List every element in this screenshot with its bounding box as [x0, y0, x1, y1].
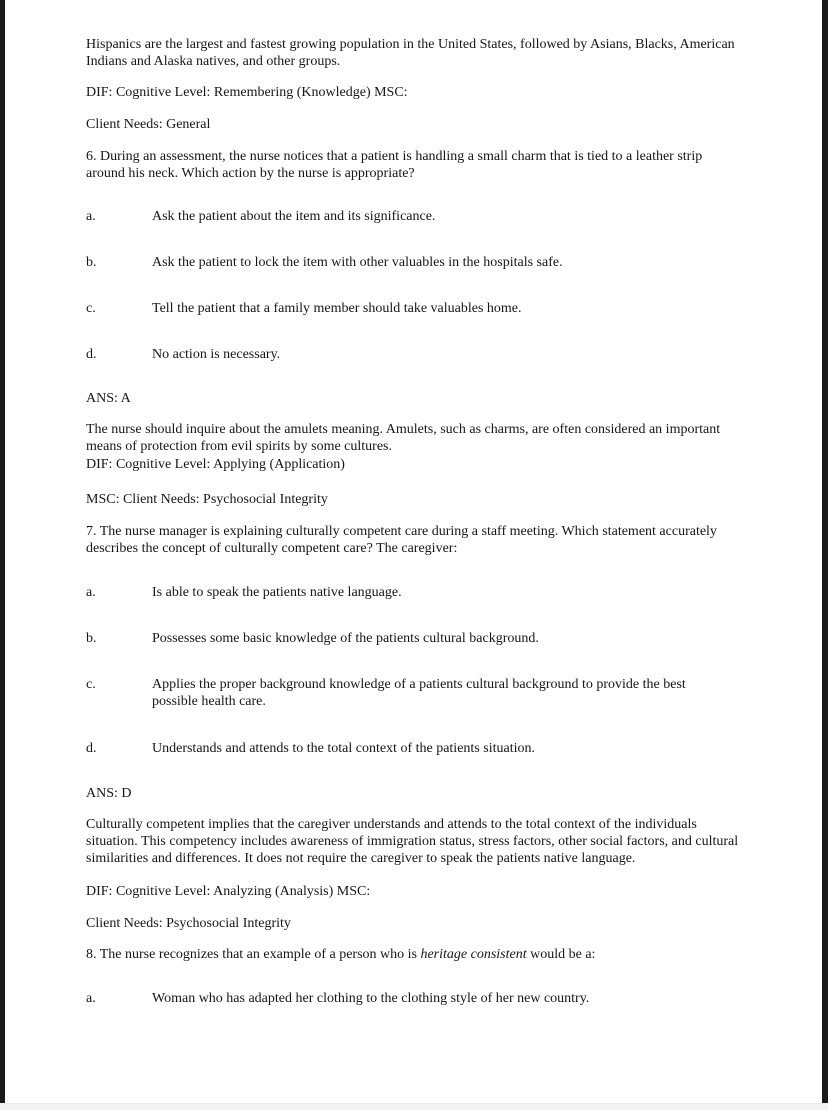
document-page	[86, 36, 746, 1007]
option-letter: b.	[86, 631, 97, 646]
option-letter: a.	[86, 991, 96, 1006]
q7-option-a	[86, 584, 741, 601]
q6-dif-line: DIF: Cognitive Level: Applying (Application)	[86, 457, 345, 472]
option-text: Tell the patient that a family member should take valuables home.	[152, 301, 522, 316]
q6-option-d	[86, 346, 741, 363]
option-text: Ask the patient to lock the item with other valuables in the hospitals safe.	[152, 255, 563, 270]
q7-answer-line: ANS: D	[86, 786, 132, 801]
option-text: Understands and attends to the total context of the patients situation.	[152, 741, 535, 756]
question-6: 6. During an assessment, the nurse notices that a patient is handling a small charm that is tied to a leather strip around his neck. Which action by the nurse is appropriate?	[86, 149, 703, 181]
q7-rationale: Culturally competent implies that the caregiver understands and attends to the total context of the individuals situation. This competency includes awareness of immigration status, stress factors, other social factors, and cultural similarities and differences. It does not require the caregiver to speak the patients native language.	[86, 817, 739, 866]
left-edge-bar	[0, 0, 5, 1110]
option-letter: a.	[86, 209, 96, 224]
q6-rationale: The nurse should inquire about the amulets meaning. Amulets, such as charms, are often considered an important means of protection from evil spirits by some cultures.	[86, 422, 721, 454]
question-8-italic-term: heritage consistent	[420, 947, 527, 962]
q7-dif-line: DIF: Cognitive Level: Analyzing (Analysis) MSC:	[86, 884, 371, 899]
option-text: Is able to speak the patients native language.	[152, 585, 402, 600]
question-8-suffix: would be a:	[526, 947, 596, 962]
question-7: 7. The nurse manager is explaining culturally competent care during a staff meeting. Which statement accurately describes the concept of culturally competent care? The caregiver:	[86, 524, 717, 556]
option-letter: c.	[86, 677, 96, 692]
option-letter: d.	[86, 741, 97, 756]
q5-client-needs-line: Client Needs: General	[86, 117, 211, 132]
bottom-strip	[0, 1103, 828, 1110]
q6-option-c	[86, 300, 741, 317]
intro-paragraph: Hispanics are the largest and fastest growing population in the United States, followed by Asians, Blacks, American Indians and Alaska natives, and other groups.	[86, 37, 735, 69]
right-edge-bar	[822, 0, 828, 1110]
question-8-prefix: 8. The nurse recognizes that an example of a person who is	[86, 947, 421, 962]
option-letter: b.	[86, 255, 97, 270]
q5-dif-line: DIF: Cognitive Level: Remembering (Knowledge) MSC:	[86, 85, 408, 100]
option-text: Applies the proper background knowledge of a patients cultural background to provide the best possible health care.	[152, 677, 686, 709]
option-letter: d.	[86, 347, 97, 362]
q6-option-b	[86, 254, 741, 271]
q6-answer-line: ANS: A	[86, 391, 131, 406]
q6-option-a	[86, 208, 741, 225]
question-8	[86, 946, 741, 963]
option-letter: c.	[86, 301, 96, 316]
option-text: Ask the patient about the item and its significance.	[152, 209, 436, 224]
q8-option-a	[86, 990, 741, 1007]
q6-msc-line: MSC: Client Needs: Psychosocial Integrity	[86, 492, 328, 507]
option-letter: a.	[86, 585, 96, 600]
option-text: Woman who has adapted her clothing to the clothing style of her new country.	[152, 991, 590, 1006]
q7-option-b	[86, 630, 741, 647]
q7-client-needs-line: Client Needs: Psychosocial Integrity	[86, 916, 291, 931]
option-text: Possesses some basic knowledge of the patients cultural background.	[152, 631, 539, 646]
option-text: No action is necessary.	[152, 347, 281, 362]
q7-option-c	[86, 676, 741, 710]
q7-option-d	[86, 740, 741, 757]
